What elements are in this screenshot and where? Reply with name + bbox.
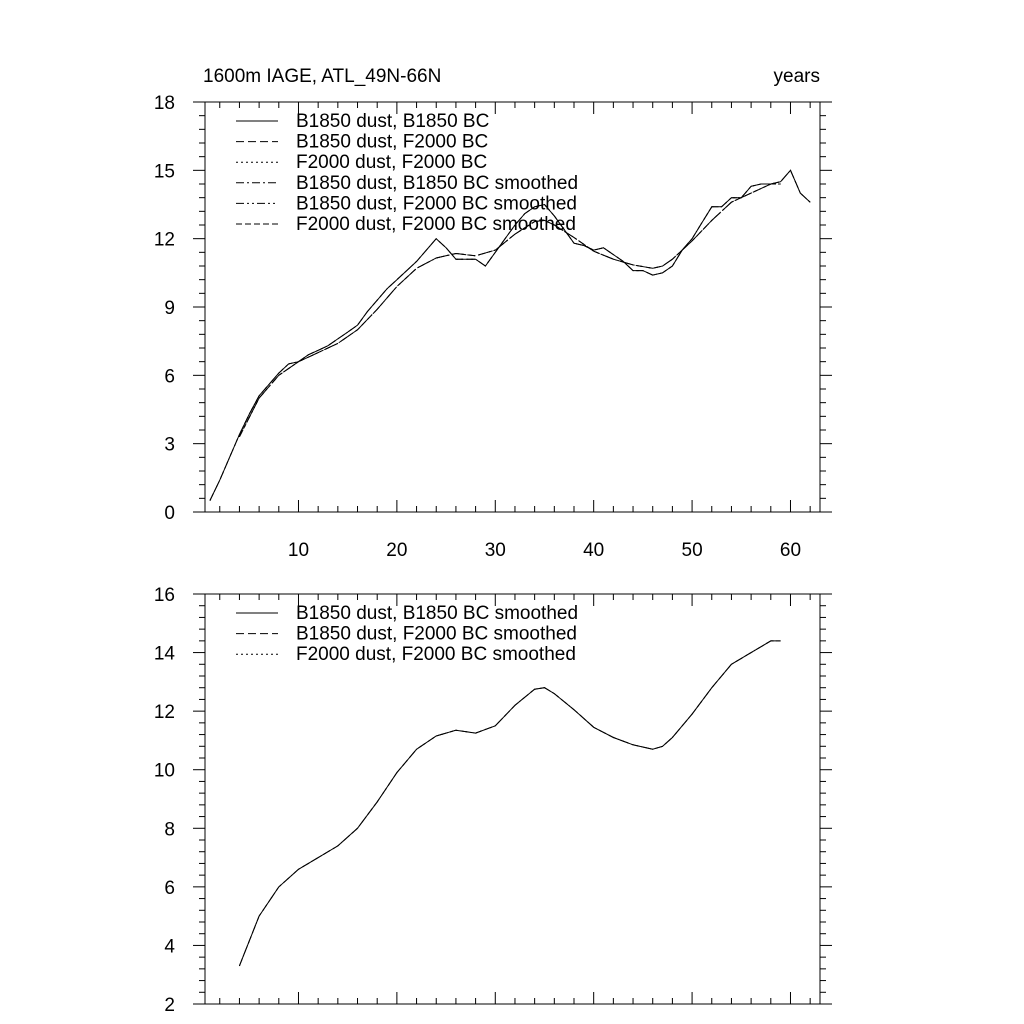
y-tick-label: 16 xyxy=(153,585,175,606)
y-tick-label: 2 xyxy=(164,995,175,1016)
y-tick-label: 0 xyxy=(164,503,175,524)
x-tick-label: 30 xyxy=(484,540,506,561)
x-tick-label: 40 xyxy=(583,540,605,561)
legend-label: B1850 dust, B1850 BC xyxy=(296,111,490,132)
y-tick-label: 8 xyxy=(164,819,175,841)
y-tick-label: 15 xyxy=(153,161,175,183)
legend-label: F2000 dust, F2000 BC smoothed xyxy=(296,644,576,666)
legend-label: B1850 dust, F2000 BC smoothed xyxy=(296,623,577,645)
legend-label: B1850 dust, B1850 BC smoothed xyxy=(296,172,579,194)
legend-label: B1850 dust, F2000 BC smoothed xyxy=(296,193,577,215)
legend-label: B1850 dust, B1850 BC smoothed xyxy=(296,603,579,624)
top-panel-title: 1600m IAGE, ATL_49N-66N xyxy=(203,66,442,87)
y-tick-label: 3 xyxy=(164,434,175,456)
x-tick-label: 10 xyxy=(287,540,310,561)
y-tick-label: 12 xyxy=(153,229,175,251)
top-panel-units: years xyxy=(773,66,820,87)
y-tick-label: 14 xyxy=(153,643,175,665)
x-tick-label: 20 xyxy=(386,540,408,561)
y-tick-label: 6 xyxy=(164,366,175,388)
legend-label: B1850 dust, F2000 BC xyxy=(296,131,489,153)
x-tick-label: 50 xyxy=(681,540,703,561)
legend-label: F2000 dust, F2000 BC smoothed xyxy=(296,214,576,235)
y-tick-label: 4 xyxy=(164,936,175,958)
y-tick-label: 10 xyxy=(153,760,175,782)
y-tick-label: 12 xyxy=(153,702,175,724)
legend-label: F2000 dust, F2000 BC xyxy=(296,152,488,174)
y-tick-label: 18 xyxy=(153,93,175,114)
y-tick-label: 6 xyxy=(164,877,175,899)
x-tick-label: 60 xyxy=(779,540,802,561)
y-tick-label: 9 xyxy=(164,298,175,319)
